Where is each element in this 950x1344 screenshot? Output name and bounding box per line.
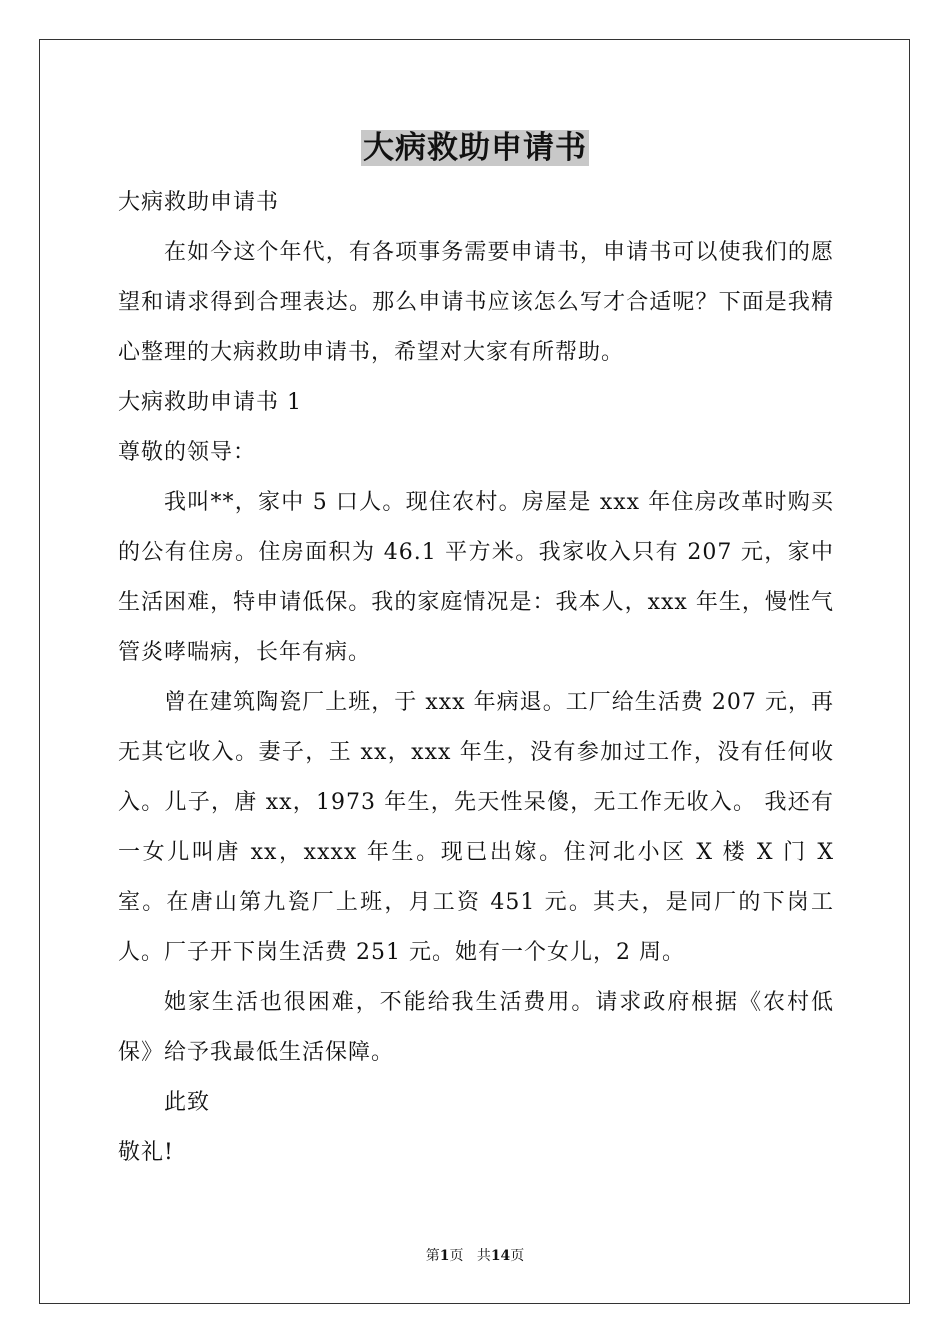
- closing-line: 此致: [164, 1090, 211, 1115]
- page-suffix: 页: [449, 1248, 464, 1264]
- total-pages: 14: [490, 1248, 511, 1264]
- document-title: [0, 126, 950, 170]
- page-footer: [0, 1246, 950, 1266]
- salutation: 尊敬的领导：: [118, 440, 257, 465]
- title-text: 大病救助申请书: [363, 130, 587, 166]
- page-number: 1: [439, 1248, 450, 1264]
- body-paragraph: 我叫**，家中 5 口人。现住农村。房屋是 xxx 年住房改革时购买的公有住房。住房面积为 46.1 平方米。我家收入只有 207 元，家中生活困难，特申请低保。我的家庭情况是：我本人，xxx 年生，慢性气管炎哮喘病，长年有病。: [118, 490, 834, 665]
- document-body: [118, 178, 834, 1178]
- page-prefix: 第: [425, 1248, 440, 1264]
- intro-paragraph: 在如今这个年代，有各项事务需要申请书，申请书可以使我们的愿望和请求得到合理表达。那么申请书应该怎么写才合适呢？下面是我精心整理的大病救助申请书，希望对大家有所帮助。: [118, 240, 834, 365]
- total-prefix: 共: [476, 1248, 491, 1264]
- body-paragraph: 曾在建筑陶瓷厂上班，于 xxx 年病退。工厂给生活费 207 元，再无其它收入。妻子，王 xx，xxx 年生，没有参加过工作，没有任何收入。儿子，唐 xx，1973 年生，先天性呆傻，无工作无收入。 我还有一女儿叫唐 xx，xxxx 年生。现已出嫁。住河北小区 X 楼 X 门 X 室。在唐山第九瓷厂上班，月工资 451 元。其夫，是同厂的下岗工人。厂子开下岗生活费 251 元。她有一个女儿，2 周。: [118, 690, 834, 965]
- section-heading: 大病救助申请书 1: [118, 390, 302, 415]
- body-paragraph: 她家生活也很困难，不能给我生活费用。请求政府根据《农村低保》给予我最低生活保障。: [118, 990, 834, 1065]
- closing-regards: 敬礼!: [118, 1140, 174, 1165]
- subtitle-line: 大病救助申请书: [118, 190, 280, 215]
- total-suffix: 页: [510, 1248, 525, 1264]
